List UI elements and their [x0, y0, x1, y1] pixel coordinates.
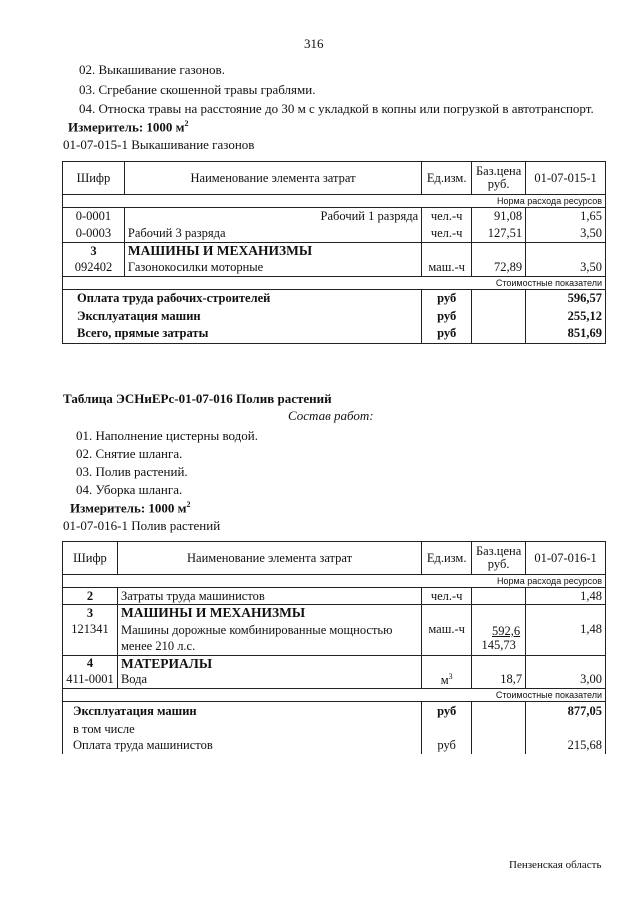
row-price: 18,7 — [472, 672, 526, 689]
total-name: Оплата труда машинистов — [63, 738, 422, 754]
total-name: Оплата труда рабочих-строителей — [63, 289, 422, 307]
total-unit: руб — [422, 702, 472, 722]
work-item: 04. Относка травы на расстояние до 30 м с укладкой в копны или погрузкой в автотранспорт. — [79, 101, 594, 116]
total-unit: руб — [422, 325, 472, 343]
norm-label: Норма расхода ресурсов — [472, 195, 606, 208]
row-name: Газонокосилки моторные — [124, 259, 421, 276]
total-unit: руб — [422, 738, 472, 754]
row-price: 91,08 — [472, 208, 526, 226]
header-unit: Ед.изм. — [422, 162, 472, 195]
row-name: Машины дорожные комбинированные мощностью менее 210 л.с. — [117, 621, 421, 655]
row-unit: чел.-ч — [422, 588, 472, 605]
header-name: Наименование элемента затрат — [124, 162, 421, 195]
row-unit: $м^3$ — [422, 672, 472, 689]
total-value: 851,69 — [526, 325, 606, 343]
work-item: 03. Полив растений. — [76, 464, 188, 479]
row-name: МАТЕРИАЛЫ — [117, 655, 421, 672]
row-name: МАШИНЫ И МЕХАНИЗМЫ — [124, 243, 421, 260]
work-item: 02. Выкашивание газонов. — [79, 62, 225, 77]
total-name: Эксплуатация машин — [63, 307, 422, 325]
unit-label: Измеритель: 1000 $м^2$ — [68, 119, 189, 135]
incl-label: в том числе — [63, 722, 422, 738]
row-unit: чел.-ч — [422, 208, 472, 226]
total-unit: руб — [422, 307, 472, 325]
row-unit: маш.-ч — [422, 259, 472, 276]
total-value: 877,05 — [526, 702, 606, 722]
header-code-value: 01-07-016-1 — [526, 542, 606, 575]
row-code: 092402 — [63, 259, 125, 276]
row-code: 4 — [63, 655, 118, 672]
total-name: Эксплуатация машин — [63, 702, 422, 722]
row-code: 3 — [63, 243, 125, 260]
code-title: 01-07-016-1 Полив растений — [63, 518, 221, 533]
code-title: 01-07-015-1 Выкашивание газонов — [63, 137, 255, 152]
row-name: МАШИНЫ И МЕХАНИЗМЫ — [117, 605, 421, 622]
row-name: Затраты труда машинистов — [117, 588, 421, 605]
composition-label: Состав работ: — [288, 408, 374, 423]
cost-label: Стоимостные показатели — [472, 276, 606, 289]
work-item: 02. Снятие шланга. — [76, 446, 183, 461]
header-price: Баз.цена руб. — [472, 162, 526, 195]
resource-table-2 — [62, 541, 606, 754]
row-name: Вода — [117, 672, 421, 689]
row-code: 121341 — [63, 621, 118, 655]
header-unit: Ед.изм. — [422, 542, 472, 575]
row-value: 1,65 — [526, 208, 606, 226]
row-code: 0-0001 — [63, 208, 125, 226]
footer-region: Пензенская область — [509, 859, 602, 871]
row-unit: чел.-ч — [422, 226, 472, 243]
total-unit: руб — [422, 289, 472, 307]
header-name: Наименование элемента затрат — [117, 542, 421, 575]
page-number: 316 — [304, 36, 324, 51]
unit-label: Измеритель: 1000 $м^2$ — [70, 500, 191, 516]
table-title: Таблица ЭСНиЕРс-01-07-016 Полив растений — [63, 391, 332, 406]
total-value: 255,12 — [526, 307, 606, 325]
row-price: 592,6 145,73 — [472, 621, 526, 655]
row-price: 127,51 — [472, 226, 526, 243]
cost-label: Стоимостные показатели — [472, 689, 606, 702]
row-name: Рабочий 3 разряда — [124, 226, 421, 243]
row-code: 411-0001 — [63, 672, 118, 689]
header-code-value: 01-07-015-1 — [526, 162, 606, 195]
work-item: 01. Наполнение цистерны водой. — [76, 428, 258, 443]
row-name: Рабочий 1 разряда — [124, 208, 421, 226]
row-value: 3,50 — [526, 259, 606, 276]
row-value: 1,48 — [526, 621, 606, 655]
norm-label: Норма расхода ресурсов — [472, 575, 606, 588]
row-code: 3 — [63, 605, 118, 622]
header-code: Шифр — [63, 162, 125, 195]
row-value: 3,50 — [526, 226, 606, 243]
row-value: 1,48 — [526, 588, 606, 605]
work-item: 04. Уборка шланга. — [76, 482, 183, 497]
header-price: Баз.цена руб. — [472, 542, 526, 575]
row-value: 3,00 — [526, 672, 606, 689]
row-code: 2 — [63, 588, 118, 605]
total-value: 215,68 — [526, 738, 606, 754]
work-item: 03. Сгребание скошенной травы граблями. — [79, 82, 316, 97]
total-name: Всего, прямые затраты — [63, 325, 422, 343]
header-code: Шифр — [63, 542, 118, 575]
row-code: 0-0003 — [63, 226, 125, 243]
row-price: 72,89 — [472, 259, 526, 276]
resource-table-1 — [62, 161, 606, 344]
total-value: 596,57 — [526, 289, 606, 307]
row-unit: маш.-ч — [422, 621, 472, 655]
